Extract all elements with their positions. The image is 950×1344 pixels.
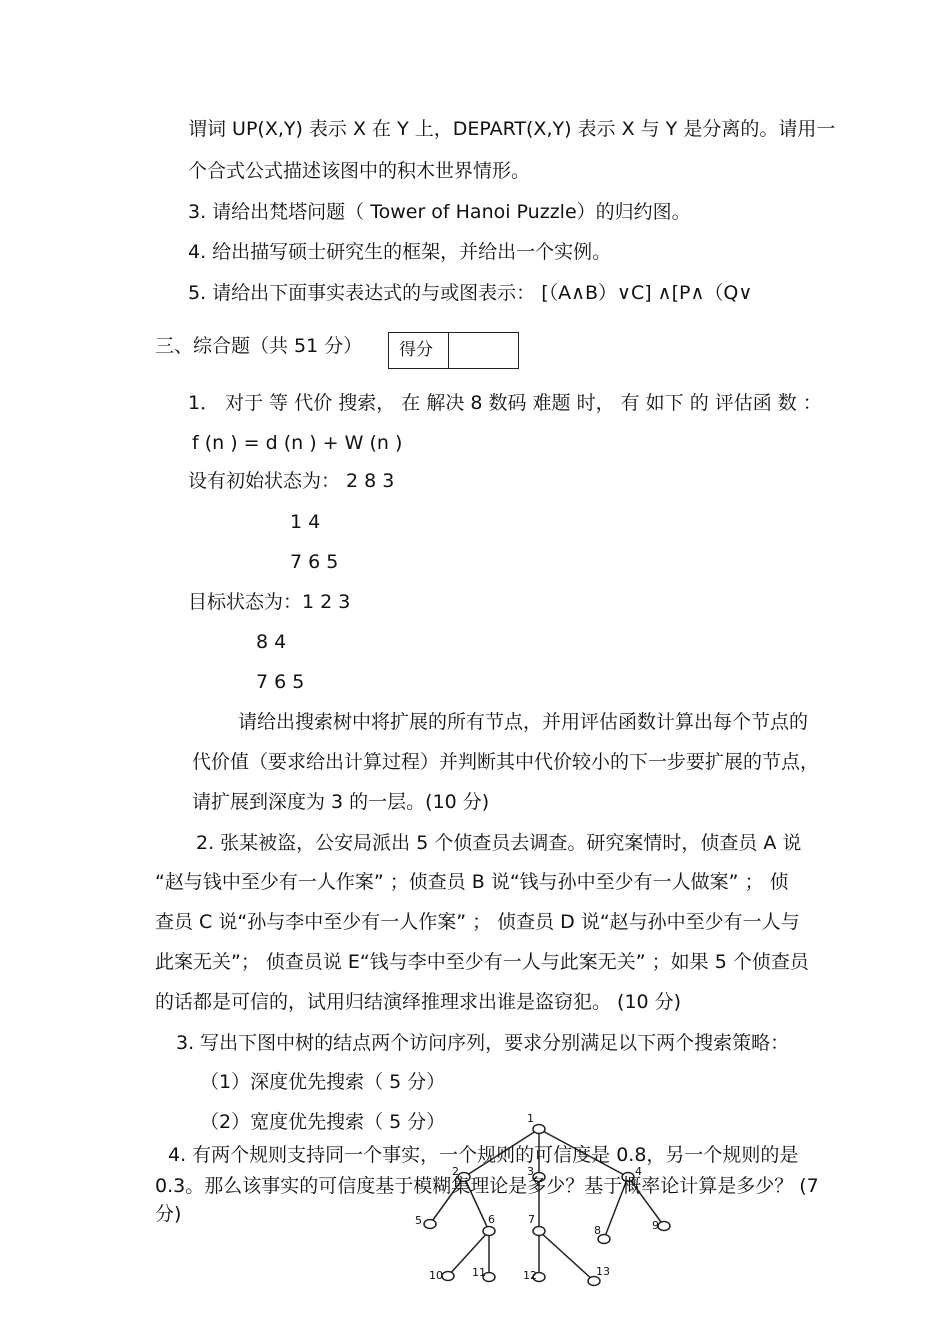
initial-state-row: 1 4 bbox=[290, 511, 321, 533]
question-line: 分) bbox=[155, 1203, 182, 1225]
node-label: 13 bbox=[596, 1265, 610, 1278]
node-label: 10 bbox=[429, 1269, 443, 1282]
node-label: 12 bbox=[523, 1269, 537, 1282]
node-label: 6 bbox=[488, 1213, 495, 1226]
node-label: 3 bbox=[527, 1165, 534, 1178]
question-line: 5. 请给出下面事实表达式的与或图表示： [（A∧B）∨C] ∧[P∧（Q∨ bbox=[188, 282, 753, 304]
node-label: 11 bbox=[472, 1266, 486, 1279]
goal-state-label: 目标状态为：1 2 3 bbox=[188, 591, 351, 613]
tree-node bbox=[442, 1272, 454, 1281]
question-line: 此案无关”； 侦查员说 E“钱与李中至少有一人与此案无关” ；如果 5 个侦查员 bbox=[155, 951, 809, 973]
question-line: 个合式公式描述该图中的积木世界情形。 bbox=[188, 160, 531, 182]
node-label: 9 bbox=[652, 1219, 659, 1232]
tree-node bbox=[483, 1227, 495, 1236]
question-line: 请给出搜索树中将扩展的所有节点，并用评估函数计算出每个节点的 bbox=[238, 711, 809, 733]
question-line: 1． 对于 等 代价 搜索， 在 解决 8 数码 难题 时， 有 如下 的 评估函 数 ： bbox=[188, 392, 822, 414]
question-line: 代价值（要求给出计算过程）并判断其中代价较小的下一步要扩展的节点， bbox=[192, 751, 820, 773]
question-line: 4. 给出描写硕士研究生的框架，并给出一个实例。 bbox=[188, 241, 612, 263]
score-label: 得分 bbox=[389, 333, 449, 368]
goal-state-row: 8 4 bbox=[256, 631, 287, 653]
tree-node bbox=[533, 1227, 545, 1236]
node-label: 2 bbox=[452, 1165, 459, 1178]
question-line: 请扩展到深度为 3 的一层。(10 分) bbox=[192, 791, 490, 813]
score-box bbox=[388, 332, 519, 369]
question-line: 3. 写出下图中树的结点两个访问序列，要求分别满足以下两个搜索策略： bbox=[176, 1032, 790, 1054]
node-label: 1 bbox=[527, 1112, 534, 1125]
question-line: 0.3。那么该事实的可信度基于模糊集理论是多少？基于概率论计算是多少？ (7 bbox=[155, 1175, 819, 1197]
node-label: 4 bbox=[635, 1165, 642, 1178]
question-line: 4. 有两个规则支持同一个事实，一个规则的可信度是 0.8，另一个规则的是 bbox=[168, 1144, 799, 1166]
initial-state-label: 设有初始状态为： 2 8 3 bbox=[188, 470, 395, 492]
question-line: “赵与钱中至少有一人作案” ；侦查员 B 说“钱与孙中至少有一人做案” ； 侦 bbox=[155, 871, 789, 893]
formula: f (n ) = d (n ) + W (n ) bbox=[192, 432, 403, 454]
tree-node bbox=[424, 1220, 436, 1229]
question-line: （2）宽度优先搜索（ 5 分） bbox=[200, 1111, 446, 1133]
goal-state-row: 7 6 5 bbox=[256, 671, 305, 693]
question-line: 的话都是可信的，试用归结演绎推理求出谁是盗窃犯。 (10 分) bbox=[155, 991, 682, 1013]
node-label: 5 bbox=[415, 1214, 422, 1227]
question-line: 2. 张某被盗，公安局派出 5 个侦查员去调查。研究案情时，侦查员 A 说 bbox=[196, 832, 802, 854]
node-label: 7 bbox=[528, 1213, 535, 1226]
section-heading: 三、综合题（共 51 分） bbox=[155, 335, 363, 357]
tree-node bbox=[533, 1125, 545, 1134]
question-line: 3. 请给出梵塔问题（ Tower of Hanoi Puzzle）的归约图。 bbox=[188, 201, 691, 223]
question-line: （1）深度优先搜索（ 5 分） bbox=[200, 1071, 446, 1093]
initial-state-row: 7 6 5 bbox=[290, 551, 339, 573]
question-line: 查员 C 说“孙与李中至少有一人作案” ； 侦查员 D 说“赵与孙中至少有一人与 bbox=[155, 911, 800, 933]
node-label: 8 bbox=[594, 1224, 601, 1237]
tree-node bbox=[658, 1222, 670, 1231]
question-line: 谓词 UP(X,Y) 表示 X 在 Y 上，DEPART(X,Y) 表示 X 与 Y 是分离的。请用一 bbox=[188, 118, 836, 140]
